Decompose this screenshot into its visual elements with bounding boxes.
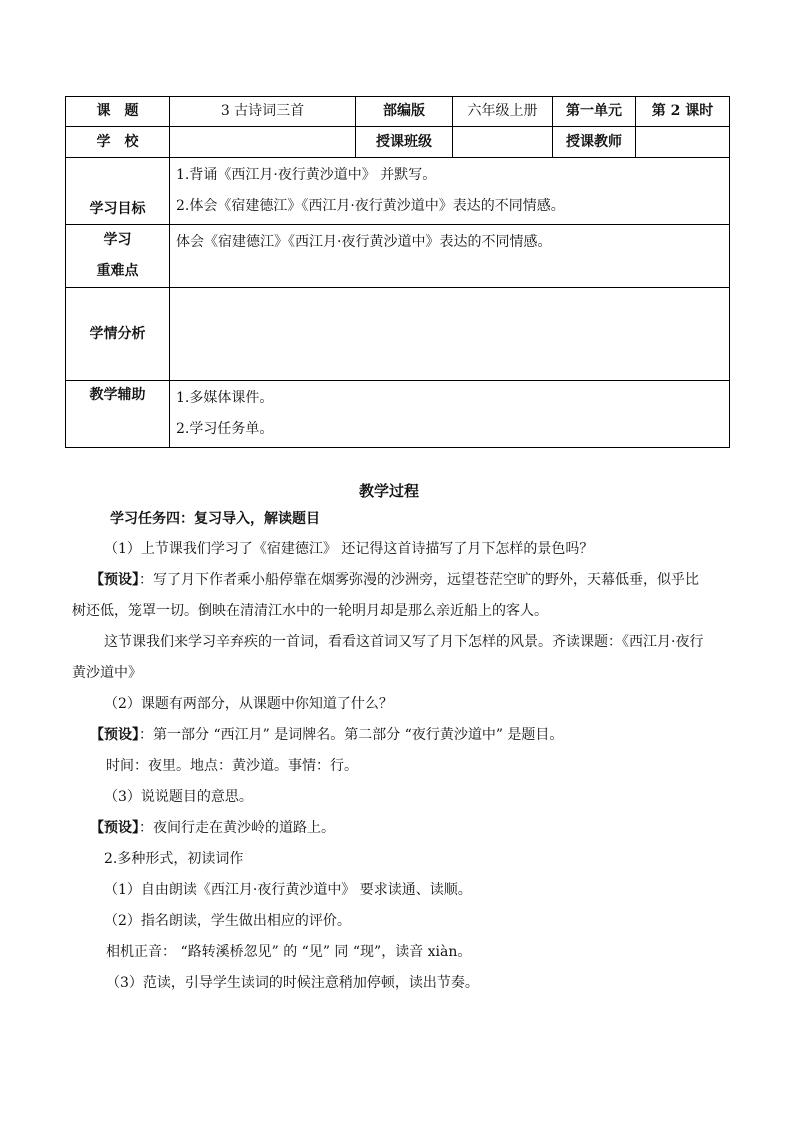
paragraph: （2）指名朗读，学生做出相应的评价。: [104, 913, 351, 929]
paragraph: 相机正音： “路转溪桥忽见” 的 “见” 同 “现”，读音 xiàn。: [106, 944, 472, 960]
teacher-label: 授课教师: [553, 127, 636, 158]
preset-label: 【预设】: [90, 572, 139, 588]
key-points-content: [170, 225, 730, 288]
preset-label: 【预设】: [90, 820, 139, 836]
paragraph: [90, 813, 730, 844]
objective-item: 1.背诵《西江月·夜行黄沙道中》 并默写。: [176, 167, 437, 183]
aid-item: 2.学习任务单。: [176, 421, 274, 437]
paragraph: 这节课我们来学习辛弃疾的一首词，看看这首词又写了月下怎样的风景。齐读课题：《西江月·夜行: [104, 634, 704, 650]
table-row: [66, 158, 730, 225]
paragraph: （1）上节课我们学习了《宿建德江》 还记得这首诗描写了月下怎样的景色吗？: [104, 541, 594, 557]
objectives-label: 学习目标: [66, 158, 170, 225]
school-value: [170, 127, 356, 158]
analysis-content: [170, 288, 730, 381]
paragraph: 时间：夜里。地点：黄沙道。事情：行。: [106, 758, 358, 774]
analysis-label: 学情分析: [66, 288, 170, 381]
unit-cell: 第一单元: [553, 97, 636, 127]
preset-label: 【预设】: [90, 727, 139, 743]
key-points-label: [66, 225, 170, 288]
lesson-number-cell: 第 2 课时: [636, 97, 730, 127]
aid-item: 1.多媒体课件。: [176, 390, 274, 406]
paragraph: 黄沙道中》: [72, 665, 142, 681]
table-row: [66, 225, 730, 288]
school-label: 学 校: [66, 127, 170, 158]
class-label: 授课班级: [356, 127, 453, 158]
paragraph-text: ：夜间行走在黄沙岭的道路上。: [139, 820, 335, 836]
paragraph: 2.多种形式，初读词作: [104, 851, 244, 867]
paragraph: （2）课题有两部分，从课题中你知道了什么？: [104, 696, 393, 712]
table-row: [66, 288, 730, 381]
paragraph: （3）范读，引导学生读词的时候注意稍加停顿，读出节奏。: [106, 975, 479, 991]
edition-cell: 部编版: [356, 97, 453, 127]
objective-item: 2.体会《宿建德江》《西江月·夜行黄沙道中》表达的不同情感。: [176, 198, 565, 214]
paragraph: 树还低，笼罩一切。倒映在清清江水中的一轮明月却是那么亲近船上的客人。: [72, 603, 548, 619]
lesson-title: 3 古诗词三首: [170, 97, 356, 127]
aids-label: 教学辅助: [66, 381, 170, 448]
process-title: 教学过程: [358, 482, 419, 500]
paragraph: [90, 720, 730, 751]
aids-content: [170, 381, 730, 448]
paragraph: （1）自由朗读《西江月·夜行黄沙道中》 要求读通、读顺。: [104, 882, 472, 898]
task-heading: 学习任务四：复习导入，解读题目: [110, 511, 320, 527]
paragraph: 【预设】：写了月下作者乘小船停靠在烟雾弥漫的沙洲旁，远望苍茫空旷的野外，天幕低垂，似乎比: [90, 572, 699, 588]
table-row: [66, 97, 730, 127]
paragraph-text: 写了月下作者乘小船停靠在烟雾弥漫的沙洲旁，远望苍茫空旷的野外，天幕低垂，似乎比: [153, 572, 699, 588]
table-row: [66, 381, 730, 448]
teacher-value: [636, 127, 730, 158]
teaching-process: [72, 478, 730, 999]
class-value: [453, 127, 553, 158]
table-row: [66, 127, 730, 158]
lesson-info-table: [65, 96, 730, 448]
grade-cell: 六年级上册: [453, 97, 553, 127]
objectives-content: [170, 158, 730, 225]
paragraph: （3）说说题目的意思。: [104, 789, 253, 805]
paragraph-text: ：第一部分 “西江月” 是词牌名。第二部分 “夜行黄沙道中” 是题目。: [139, 727, 564, 743]
subject-label: 课 题: [66, 97, 170, 127]
key-points-label-line1: 学习: [103, 232, 132, 248]
key-points-text: 体会《宿建德江》《西江月·夜行黄沙道中》表达的不同情感。: [176, 234, 552, 250]
key-points-label-line2: 重难点: [96, 263, 139, 279]
